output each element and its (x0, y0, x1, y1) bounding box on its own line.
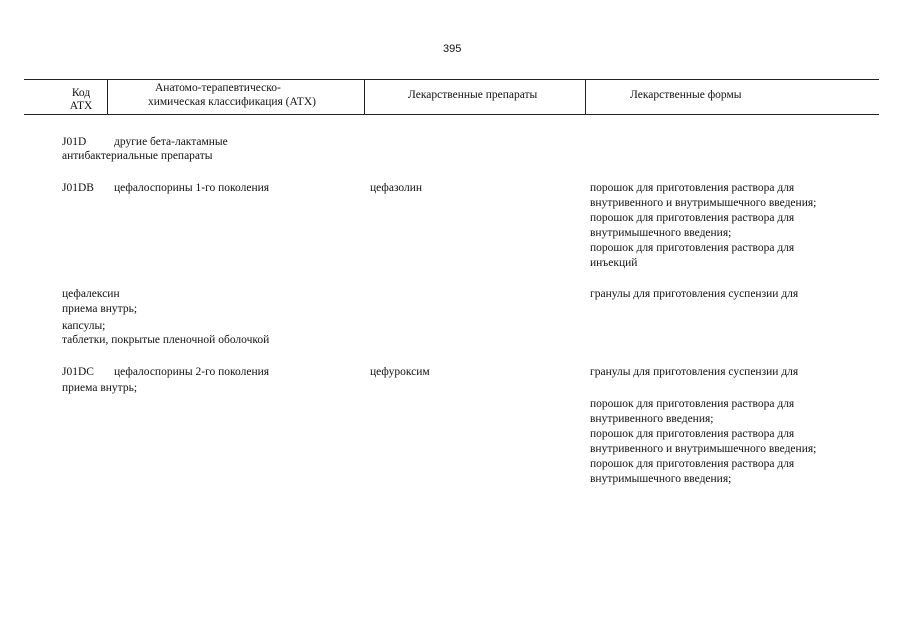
row-j01db-name: цефалоспорины 1-го поколения (114, 182, 270, 194)
header-divider-3 (585, 79, 586, 114)
form-line: внутривенного и внутримышечного введения; (590, 197, 817, 209)
row-j01db-drug: цефазолин (370, 182, 423, 194)
header-atc-line1: Анатомо-терапевтическо- (155, 82, 281, 94)
form-line: внутривенного и внутримышечного введения; (590, 443, 817, 455)
form-line: порошок для приготовления раствора для (590, 212, 795, 224)
row-cefalexin-form-right: гранулы для приготовления суспензии для (590, 288, 799, 300)
row-j01d-name-line2: антибактериальные препараты (62, 150, 213, 162)
header-divider-2 (364, 79, 365, 114)
row-j01dc-drug: цефуроксим (370, 366, 430, 378)
row-j01dc-form-left: приема внутрь; (62, 382, 138, 394)
row-cefalexin-form-line: капсулы; (62, 320, 106, 332)
row-j01d-code: J01D (62, 136, 87, 148)
form-line: порошок для приготовления раствора для (590, 182, 795, 194)
header-top-rule (24, 79, 879, 80)
row-cefalexin-drug: цефалексин (62, 288, 120, 300)
form-line: инъекций (590, 257, 638, 269)
row-j01dc-name: цефалоспорины 2-го поколения (114, 366, 270, 378)
row-j01db-code: J01DB (62, 182, 94, 194)
row-j01db-forms (590, 181, 816, 271)
row-j01d-name-line1: другие бета-лактамные (114, 136, 228, 148)
row-j01dc-forms (590, 397, 816, 487)
header-code-line1: Код (71, 87, 91, 99)
form-line: порошок для приготовления раствора для (590, 428, 795, 440)
form-line: внутримышечного введения; (590, 227, 732, 239)
row-j01dc-code: J01DC (62, 366, 94, 378)
form-line: порошок для приготовления раствора для (590, 458, 795, 470)
header-atc-line2: химическая классификация (АТХ) (148, 96, 316, 108)
form-line: порошок для приготовления раствора для (590, 398, 795, 410)
form-line: порошок для приготовления раствора для (590, 242, 795, 254)
page-number: 395 (443, 43, 462, 55)
header-drugs: Лекарственные препараты (408, 89, 538, 101)
row-cefalexin-form-line: таблетки, покрытые пленочной оболочкой (62, 334, 270, 346)
row-j01dc-form-right-first: гранулы для приготовления суспензии для (590, 366, 799, 378)
header-code-line2: АТХ (69, 100, 93, 112)
header-forms: Лекарственные формы (630, 89, 742, 101)
row-cefalexin-form-line: приема внутрь; (62, 303, 138, 315)
header-bottom-rule (24, 114, 879, 115)
form-line: внутримышечного введения; (590, 473, 732, 485)
header-divider-1 (107, 79, 108, 114)
form-line: внутривенного введения; (590, 413, 714, 425)
